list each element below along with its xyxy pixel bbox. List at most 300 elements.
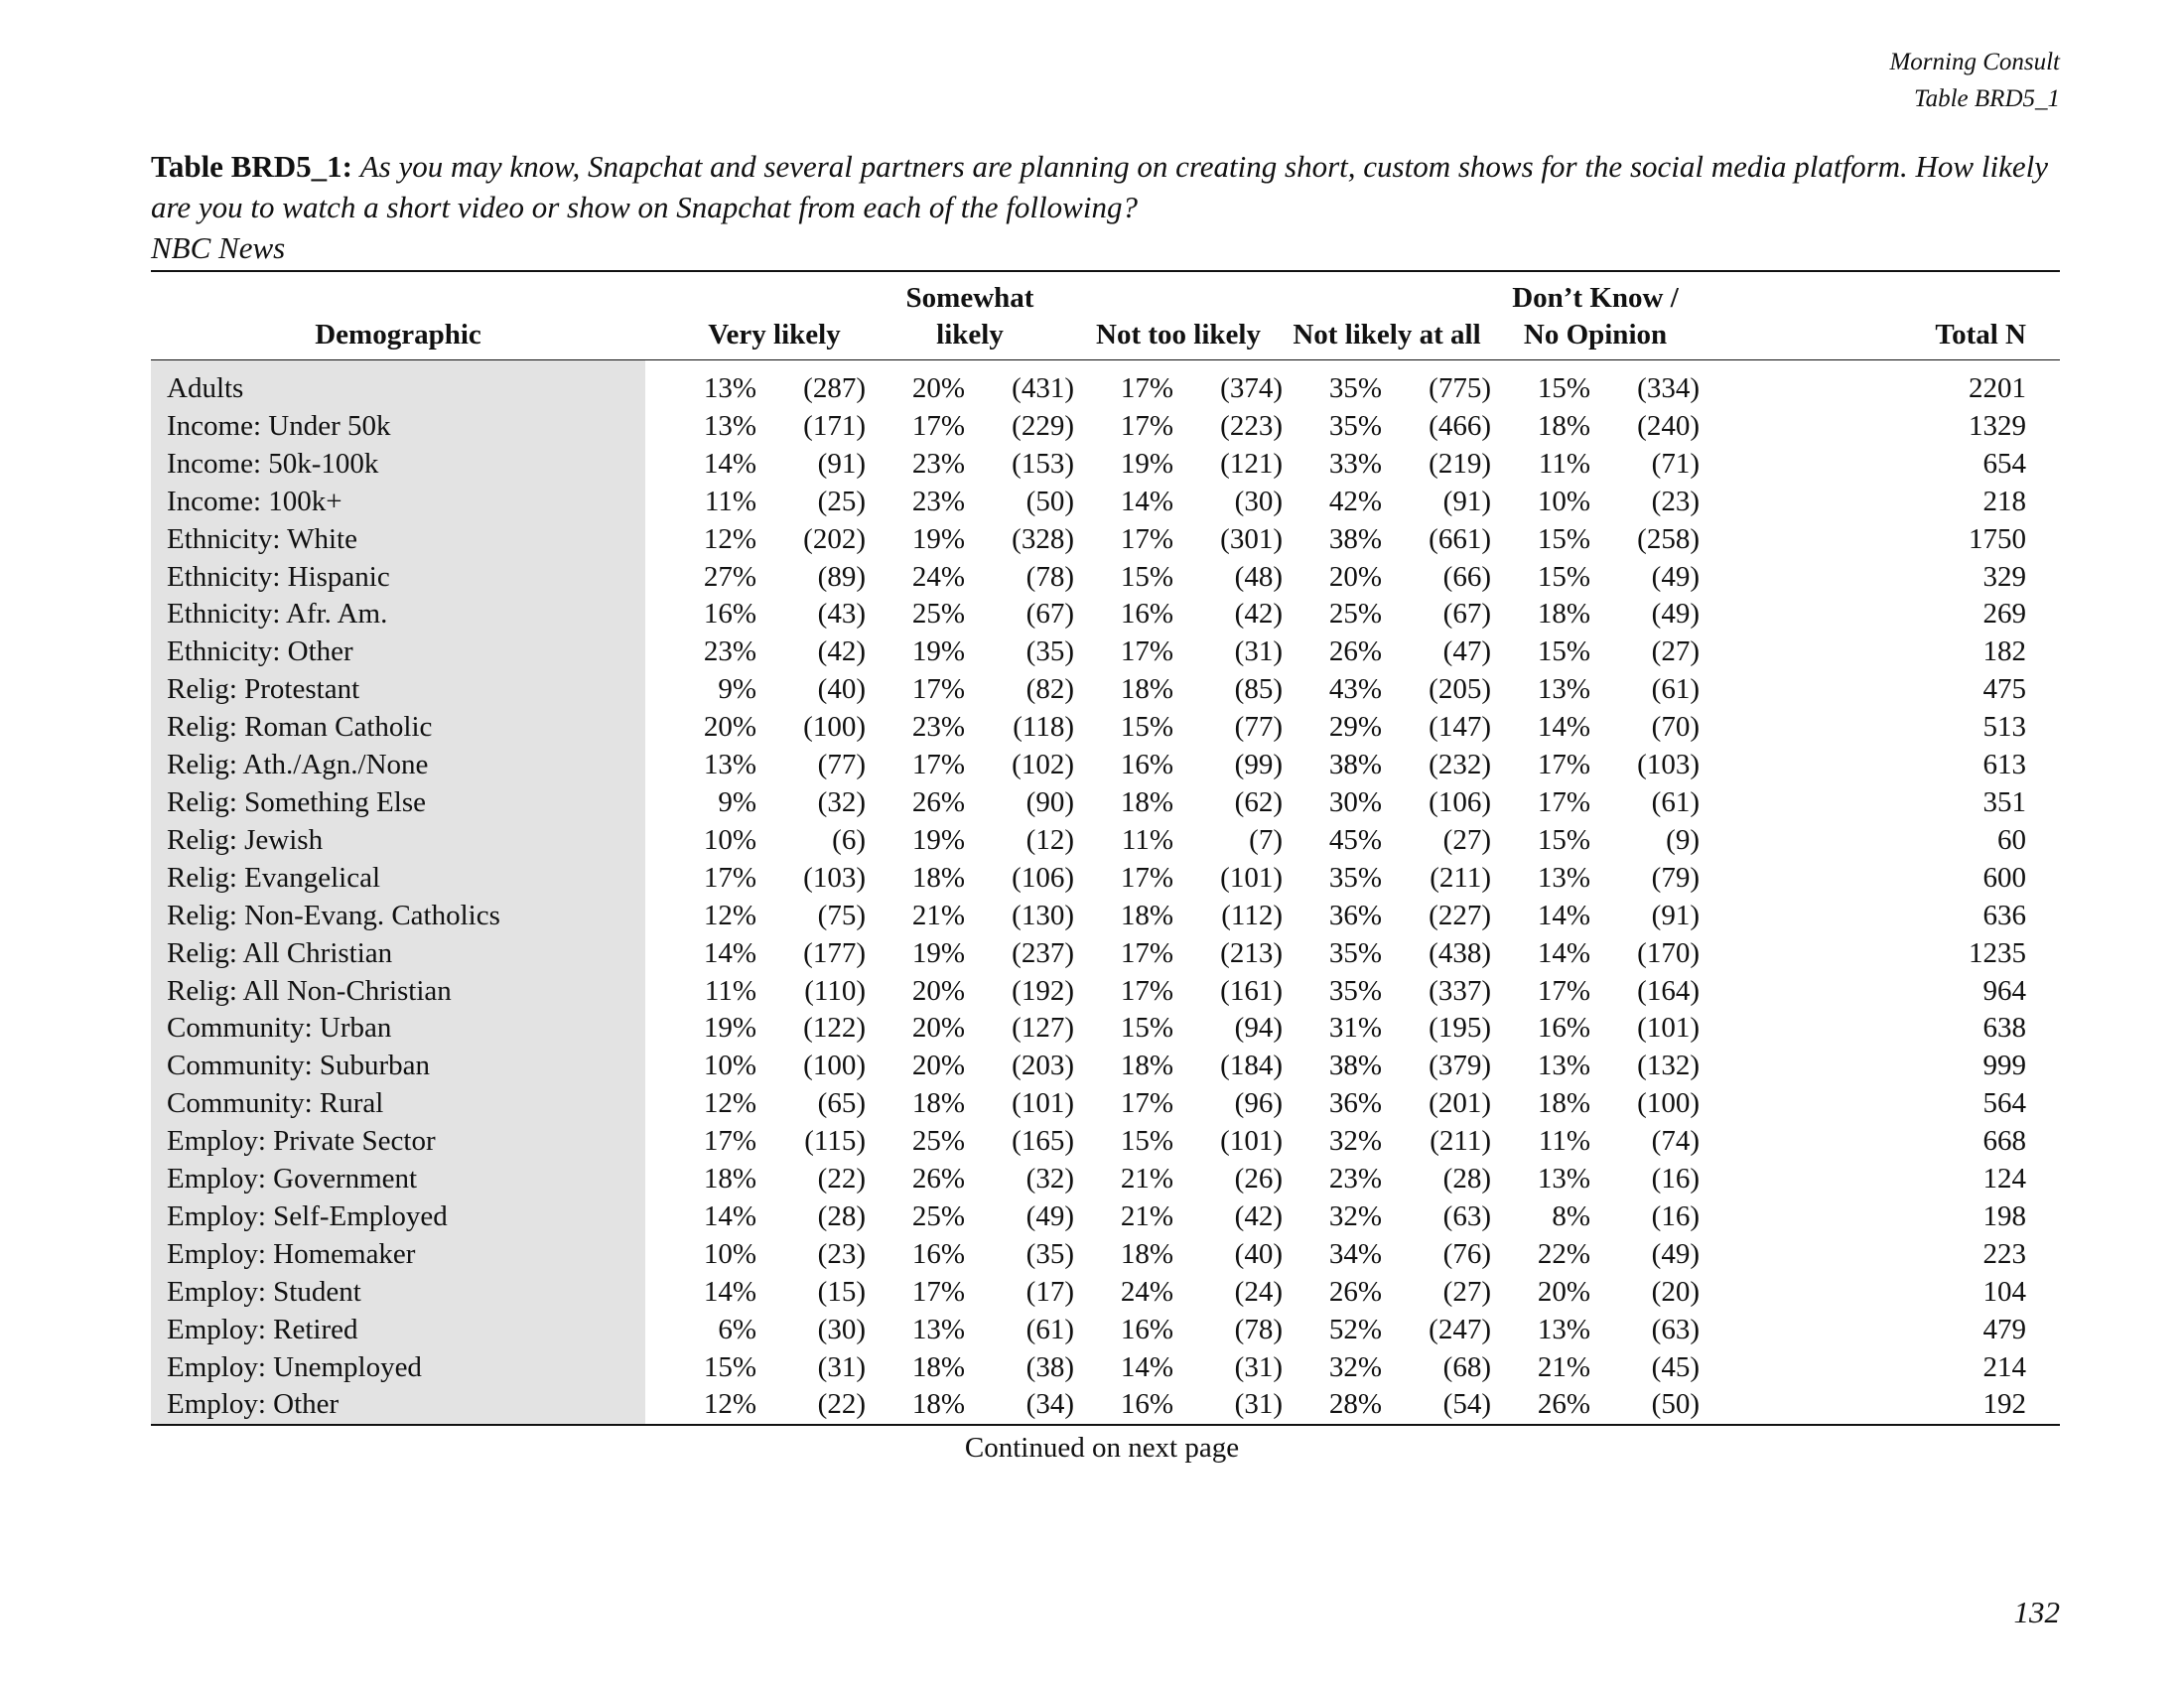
spacer-cell: [645, 1085, 683, 1123]
somewhat-likely-n: (49): [1025, 1199, 1074, 1232]
table-row: [151, 484, 2060, 521]
total-n: 636: [1982, 899, 2026, 931]
dont-know-pct: 20%: [1537, 1275, 1590, 1308]
not-too-likely-pct: 14%: [1120, 485, 1173, 517]
not-likely-at-all-pct: 36%: [1328, 1087, 1382, 1120]
row-label: Ethnicity: White: [151, 521, 645, 559]
not-too-likely-pct: 18%: [1120, 673, 1173, 706]
total-n: 218: [1982, 485, 2026, 517]
total-n: 668: [1982, 1125, 2026, 1158]
not-too-likely-n: (31): [1234, 1388, 1283, 1421]
spacer-cell: [645, 1161, 683, 1198]
somewhat-likely-pct: 25%: [911, 1125, 965, 1158]
very-likely-pct: 14%: [703, 936, 756, 969]
somewhat-likely-n: (192): [1012, 974, 1074, 1007]
row-label: Employ: Homemaker: [151, 1236, 645, 1274]
not-likely-at-all-n: (27): [1442, 823, 1491, 856]
dont-know-n: (70): [1651, 711, 1700, 744]
not-too-likely-n: (101): [1220, 1125, 1283, 1158]
dont-know-n: (74): [1651, 1125, 1700, 1158]
very-likely-pct: 10%: [703, 1237, 756, 1270]
very-likely-n: (100): [803, 711, 866, 744]
not-likely-at-all-pct: 32%: [1328, 1350, 1382, 1383]
table-title: [151, 146, 2060, 268]
very-likely-n: (89): [817, 560, 866, 593]
spacer-cell: [645, 1123, 683, 1161]
not-likely-at-all-n: (211): [1430, 1125, 1491, 1158]
dont-know-n: (71): [1651, 447, 1700, 480]
row-label: Employ: Government: [151, 1161, 645, 1198]
somewhat-likely-pct: 25%: [911, 598, 965, 631]
not-likely-at-all-pct: 35%: [1328, 372, 1382, 404]
not-likely-at-all-pct: 32%: [1328, 1199, 1382, 1232]
dont-know-n: (9): [1666, 823, 1700, 856]
very-likely-pct: 12%: [703, 1087, 756, 1120]
total-n: 192: [1982, 1388, 2026, 1421]
somewhat-likely-n: (32): [1025, 1163, 1074, 1196]
very-likely-pct: 11%: [704, 485, 756, 517]
spacer-cell: [645, 408, 683, 446]
somewhat-likely-n: (153): [1012, 447, 1074, 480]
somewhat-likely-n: (35): [1025, 635, 1074, 668]
total-n: 513: [1982, 711, 2026, 744]
somewhat-likely-pct: 23%: [911, 485, 965, 517]
total-n: 223: [1982, 1237, 2026, 1270]
table-body: [151, 360, 2060, 1426]
very-likely-n: (43): [817, 598, 866, 631]
very-likely-pct: 13%: [703, 749, 756, 781]
not-likely-at-all-n: (379): [1429, 1050, 1491, 1082]
not-likely-at-all-n: (337): [1429, 974, 1491, 1007]
table-row: [151, 1010, 2060, 1048]
not-too-likely-pct: 15%: [1120, 560, 1173, 593]
not-likely-at-all-pct: 35%: [1328, 974, 1382, 1007]
not-too-likely-n: (374): [1220, 372, 1283, 404]
dont-know-pct: 17%: [1537, 749, 1590, 781]
not-too-likely-pct: 17%: [1120, 635, 1173, 668]
very-likely-n: (100): [803, 1050, 866, 1082]
spacer-cell: [645, 446, 683, 484]
not-likely-at-all-pct: 52%: [1328, 1313, 1382, 1345]
not-too-likely-n: (31): [1234, 1350, 1283, 1383]
very-likely-n: (22): [817, 1388, 866, 1421]
very-likely-n: (122): [803, 1012, 866, 1045]
row-label: Relig: Something Else: [151, 784, 645, 822]
somewhat-likely-n: (67): [1025, 598, 1074, 631]
row-label: Adults: [151, 360, 645, 408]
header-demographic: Demographic: [151, 271, 645, 360]
very-likely-pct: 19%: [703, 1012, 756, 1045]
somewhat-likely-n: (90): [1025, 785, 1074, 818]
dont-know-n: (100): [1637, 1087, 1700, 1120]
total-n: 964: [1982, 974, 2026, 1007]
not-likely-at-all-n: (147): [1429, 711, 1491, 744]
not-too-likely-pct: 14%: [1120, 1350, 1173, 1383]
dont-know-pct: 13%: [1537, 673, 1590, 706]
table-row: [151, 822, 2060, 860]
very-likely-pct: 14%: [703, 1275, 756, 1308]
not-too-likely-n: (48): [1234, 560, 1283, 593]
not-too-likely-pct: 17%: [1120, 522, 1173, 555]
not-likely-at-all-pct: 36%: [1328, 899, 1382, 931]
dont-know-n: (240): [1637, 409, 1700, 442]
somewhat-likely-n: (328): [1012, 522, 1074, 555]
spacer-cell: [645, 784, 683, 822]
not-likely-at-all-pct: 35%: [1328, 409, 1382, 442]
dont-know-n: (61): [1651, 673, 1700, 706]
somewhat-likely-pct: 19%: [911, 635, 965, 668]
dont-know-n: (16): [1651, 1199, 1700, 1232]
table-row: [151, 973, 2060, 1011]
not-too-likely-pct: 11%: [1121, 823, 1173, 856]
dont-know-pct: 17%: [1537, 785, 1590, 818]
spacer-cell: [645, 1048, 683, 1085]
not-too-likely-n: (30): [1234, 485, 1283, 517]
row-label: Relig: Roman Catholic: [151, 709, 645, 747]
row-label: Income: 50k-100k: [151, 446, 645, 484]
spacer-cell: [645, 973, 683, 1011]
dont-know-pct: 15%: [1537, 372, 1590, 404]
dont-know-pct: 16%: [1537, 1012, 1590, 1045]
page-header: [1889, 44, 2060, 117]
not-too-likely-n: (112): [1221, 899, 1283, 931]
somewhat-likely-pct: 24%: [911, 560, 965, 593]
header-somewhat-line1: Somewhat: [905, 282, 1034, 314]
dont-know-pct: 14%: [1537, 936, 1590, 969]
not-likely-at-all-pct: 32%: [1328, 1125, 1382, 1158]
very-likely-n: (28): [817, 1199, 866, 1232]
not-likely-at-all-pct: 28%: [1328, 1388, 1382, 1421]
very-likely-pct: 17%: [703, 1125, 756, 1158]
very-likely-pct: 6%: [718, 1313, 756, 1345]
total-n: 654: [1982, 447, 2026, 480]
not-too-likely-n: (78): [1234, 1313, 1283, 1345]
table-subtitle: NBC News: [151, 230, 286, 265]
not-likely-at-all-pct: 45%: [1328, 823, 1382, 856]
not-likely-at-all-n: (219): [1429, 447, 1491, 480]
spacer-cell: [645, 822, 683, 860]
not-too-likely-pct: 16%: [1120, 598, 1173, 631]
table-question: As you may know, Snapchat and several partners are planning on creating short, custom shows for the social media platform. How likely are you to watch a short video or show on Snapchat from each of the following?: [151, 149, 2048, 224]
header-not-too-likely: Not too likely: [1074, 271, 1283, 360]
not-too-likely-pct: 17%: [1120, 1087, 1173, 1120]
not-too-likely-pct: 18%: [1120, 899, 1173, 931]
row-label: Community: Rural: [151, 1085, 645, 1123]
somewhat-likely-pct: 18%: [911, 1087, 965, 1120]
dont-know-n: (50): [1651, 1388, 1700, 1421]
spacer-cell: [645, 860, 683, 898]
dont-know-pct: 15%: [1537, 635, 1590, 668]
table-header-row: [151, 271, 2060, 360]
table-row: [151, 1236, 2060, 1274]
somewhat-likely-n: (78): [1025, 560, 1074, 593]
spacer-cell: [645, 671, 683, 709]
not-too-likely-n: (184): [1220, 1050, 1283, 1082]
table-row: [151, 747, 2060, 784]
somewhat-likely-n: (165): [1012, 1125, 1074, 1158]
dont-know-pct: 18%: [1537, 409, 1590, 442]
row-label: Relig: All Christian: [151, 935, 645, 973]
crosstab-table: [151, 270, 2060, 1426]
not-likely-at-all-pct: 35%: [1328, 936, 1382, 969]
somewhat-likely-n: (50): [1025, 485, 1074, 517]
very-likely-n: (110): [804, 974, 866, 1007]
not-likely-at-all-n: (195): [1429, 1012, 1491, 1045]
dont-know-pct: 17%: [1537, 974, 1590, 1007]
total-n: 214: [1982, 1350, 2026, 1383]
somewhat-likely-pct: 18%: [911, 1388, 965, 1421]
not-too-likely-pct: 17%: [1120, 936, 1173, 969]
spacer-cell: [645, 747, 683, 784]
very-likely-n: (115): [804, 1125, 866, 1158]
very-likely-pct: 23%: [703, 635, 756, 668]
somewhat-likely-pct: 23%: [911, 711, 965, 744]
not-likely-at-all-pct: 30%: [1328, 785, 1382, 818]
not-too-likely-pct: 15%: [1120, 1012, 1173, 1045]
dont-know-pct: 11%: [1538, 1125, 1590, 1158]
not-too-likely-n: (77): [1234, 711, 1283, 744]
dont-know-pct: 13%: [1537, 1163, 1590, 1196]
somewhat-likely-n: (101): [1012, 1087, 1074, 1120]
somewhat-likely-n: (38): [1025, 1350, 1074, 1383]
row-label: Relig: All Non-Christian: [151, 973, 645, 1011]
total-n: 638: [1982, 1012, 2026, 1045]
spacer-cell: [645, 1236, 683, 1274]
table-row: [151, 935, 2060, 973]
somewhat-likely-pct: 19%: [911, 522, 965, 555]
row-label: Income: Under 50k: [151, 408, 645, 446]
row-label: Employ: Student: [151, 1274, 645, 1312]
not-likely-at-all-pct: 31%: [1328, 1012, 1382, 1045]
page-number: 132: [2013, 1595, 2060, 1629]
table-row: [151, 1198, 2060, 1236]
somewhat-likely-pct: 19%: [911, 936, 965, 969]
not-likely-at-all-pct: 43%: [1328, 673, 1382, 706]
row-label: Ethnicity: Afr. Am.: [151, 596, 645, 633]
spacer-cell: [645, 1312, 683, 1349]
dont-know-n: (45): [1651, 1350, 1700, 1383]
table-row: [151, 860, 2060, 898]
dont-know-n: (258): [1637, 522, 1700, 555]
somewhat-likely-pct: 20%: [911, 1012, 965, 1045]
somewhat-likely-pct: 13%: [911, 1313, 965, 1345]
very-likely-n: (22): [817, 1163, 866, 1196]
total-n: 60: [1997, 823, 2026, 856]
somewhat-likely-n: (102): [1012, 749, 1074, 781]
very-likely-n: (23): [817, 1237, 866, 1270]
somewhat-likely-n: (12): [1025, 823, 1074, 856]
header-total-n: Total N: [1700, 271, 2060, 360]
somewhat-likely-pct: 26%: [911, 785, 965, 818]
not-likely-at-all-pct: 23%: [1328, 1163, 1382, 1196]
not-likely-at-all-n: (47): [1442, 635, 1491, 668]
row-label: Employ: Private Sector: [151, 1123, 645, 1161]
not-too-likely-n: (62): [1234, 785, 1283, 818]
very-likely-pct: 12%: [703, 522, 756, 555]
very-likely-n: (103): [803, 861, 866, 894]
not-likely-at-all-n: (66): [1442, 560, 1491, 593]
dont-know-n: (16): [1651, 1163, 1700, 1196]
continued-note: Continued on next page: [964, 1432, 1240, 1464]
row-label: Income: 100k+: [151, 484, 645, 521]
spacer-cell: [645, 633, 683, 671]
spacer-cell: [645, 935, 683, 973]
dont-know-pct: 14%: [1537, 711, 1590, 744]
dont-know-pct: 13%: [1537, 1050, 1590, 1082]
not-likely-at-all-n: (28): [1442, 1163, 1491, 1196]
somewhat-likely-n: (35): [1025, 1237, 1074, 1270]
not-likely-at-all-pct: 38%: [1328, 749, 1382, 781]
not-too-likely-pct: 17%: [1120, 974, 1173, 1007]
somewhat-likely-pct: 19%: [911, 823, 965, 856]
not-likely-at-all-pct: 25%: [1328, 598, 1382, 631]
row-label: Employ: Unemployed: [151, 1349, 645, 1387]
not-too-likely-n: (40): [1234, 1237, 1283, 1270]
somewhat-likely-pct: 18%: [911, 861, 965, 894]
table-row: [151, 1386, 2060, 1425]
dont-know-pct: 14%: [1537, 899, 1590, 931]
not-too-likely-n: (26): [1234, 1163, 1283, 1196]
not-likely-at-all-n: (76): [1442, 1237, 1491, 1270]
dont-know-n: (49): [1651, 560, 1700, 593]
very-likely-pct: 9%: [718, 785, 756, 818]
not-too-likely-n: (24): [1234, 1275, 1283, 1308]
not-too-likely-n: (121): [1220, 447, 1283, 480]
very-likely-n: (40): [817, 673, 866, 706]
very-likely-pct: 10%: [703, 1050, 756, 1082]
total-n: 329: [1982, 560, 2026, 593]
row-label: Ethnicity: Other: [151, 633, 645, 671]
somewhat-likely-n: (237): [1012, 936, 1074, 969]
very-likely-pct: 14%: [703, 1199, 756, 1232]
table-row: [151, 408, 2060, 446]
somewhat-likely-n: (17): [1025, 1275, 1074, 1308]
dont-know-pct: 18%: [1537, 598, 1590, 631]
not-too-likely-n: (301): [1220, 522, 1283, 555]
header-dont-know-line1: Don’t Know /: [1512, 282, 1679, 314]
table-row: [151, 898, 2060, 935]
header-not-likely-at-all: Not likely at all: [1283, 271, 1491, 360]
not-too-likely-n: (42): [1234, 1199, 1283, 1232]
not-likely-at-all-pct: 33%: [1328, 447, 1382, 480]
dont-know-n: (101): [1637, 1012, 1700, 1045]
very-likely-n: (91): [817, 447, 866, 480]
not-too-likely-pct: 24%: [1120, 1275, 1173, 1308]
total-n: 182: [1982, 635, 2026, 668]
not-likely-at-all-n: (466): [1429, 409, 1491, 442]
not-likely-at-all-n: (68): [1442, 1350, 1491, 1383]
somewhat-likely-n: (229): [1012, 409, 1074, 442]
very-likely-n: (177): [803, 936, 866, 969]
somewhat-likely-n: (34): [1025, 1388, 1074, 1421]
total-n: 999: [1982, 1050, 2026, 1082]
spacer-cell: [645, 709, 683, 747]
very-likely-pct: 15%: [703, 1350, 756, 1383]
somewhat-likely-n: (203): [1012, 1050, 1074, 1082]
not-too-likely-n: (223): [1220, 409, 1283, 442]
not-too-likely-pct: 15%: [1120, 1125, 1173, 1158]
not-too-likely-n: (42): [1234, 598, 1283, 631]
somewhat-likely-pct: 16%: [911, 1237, 965, 1270]
not-too-likely-n: (85): [1234, 673, 1283, 706]
table-row: [151, 596, 2060, 633]
table-row: [151, 633, 2060, 671]
table-row: [151, 1312, 2060, 1349]
not-too-likely-pct: 18%: [1120, 785, 1173, 818]
table-row: [151, 1048, 2060, 1085]
dont-know-n: (20): [1651, 1275, 1700, 1308]
spacer-cell: [645, 1274, 683, 1312]
dont-know-n: (49): [1651, 1237, 1700, 1270]
row-label: Relig: Evangelical: [151, 860, 645, 898]
table-row: [151, 671, 2060, 709]
dont-know-n: (49): [1651, 598, 1700, 631]
row-label: Relig: Ath./Agn./None: [151, 747, 645, 784]
very-likely-n: (75): [817, 899, 866, 931]
very-likely-pct: 16%: [703, 598, 756, 631]
not-likely-at-all-pct: 38%: [1328, 1050, 1382, 1082]
spacer-cell: [645, 521, 683, 559]
not-likely-at-all-pct: 29%: [1328, 711, 1382, 744]
total-n: 1750: [1969, 522, 2026, 555]
row-label: Ethnicity: Hispanic: [151, 559, 645, 597]
row-label: Community: Suburban: [151, 1048, 645, 1085]
somewhat-likely-pct: 20%: [911, 1050, 965, 1082]
not-likely-at-all-pct: 20%: [1328, 560, 1382, 593]
table-row: [151, 1123, 2060, 1161]
not-too-likely-pct: 16%: [1120, 1388, 1173, 1421]
not-too-likely-pct: 18%: [1120, 1050, 1173, 1082]
very-likely-pct: 12%: [703, 899, 756, 931]
dont-know-n: (164): [1637, 974, 1700, 1007]
table-row: [151, 360, 2060, 408]
not-too-likely-n: (161): [1220, 974, 1283, 1007]
not-likely-at-all-n: (201): [1429, 1087, 1491, 1120]
very-likely-pct: 9%: [718, 673, 756, 706]
not-too-likely-n: (7): [1249, 823, 1283, 856]
row-label: Community: Urban: [151, 1010, 645, 1048]
not-too-likely-pct: 17%: [1120, 409, 1173, 442]
total-n: 1329: [1969, 409, 2026, 442]
very-likely-n: (32): [817, 785, 866, 818]
not-likely-at-all-n: (232): [1429, 749, 1491, 781]
very-likely-n: (65): [817, 1087, 866, 1120]
total-n: 613: [1982, 749, 2026, 781]
not-too-likely-n: (99): [1234, 749, 1283, 781]
not-too-likely-pct: 21%: [1120, 1199, 1173, 1232]
table-row: [151, 446, 2060, 484]
not-too-likely-n: (101): [1220, 861, 1283, 894]
row-label: Employ: Other: [151, 1386, 645, 1425]
org-name: Morning Consult: [1889, 49, 2060, 75]
not-likely-at-all-pct: 26%: [1328, 1275, 1382, 1308]
dont-know-n: (334): [1637, 372, 1700, 404]
dont-know-pct: 21%: [1537, 1350, 1590, 1383]
table-row: [151, 784, 2060, 822]
not-likely-at-all-pct: 35%: [1328, 861, 1382, 894]
header-dont-know: [1491, 271, 1700, 360]
dont-know-n: (91): [1651, 899, 1700, 931]
not-too-likely-n: (31): [1234, 635, 1283, 668]
table-row: [151, 1085, 2060, 1123]
total-n: 600: [1982, 861, 2026, 894]
total-n: 479: [1982, 1313, 2026, 1345]
somewhat-likely-n: (431): [1012, 372, 1074, 404]
table-row: [151, 1161, 2060, 1198]
not-likely-at-all-n: (227): [1429, 899, 1491, 931]
not-likely-at-all-n: (91): [1442, 485, 1491, 517]
very-likely-pct: 20%: [703, 711, 756, 744]
